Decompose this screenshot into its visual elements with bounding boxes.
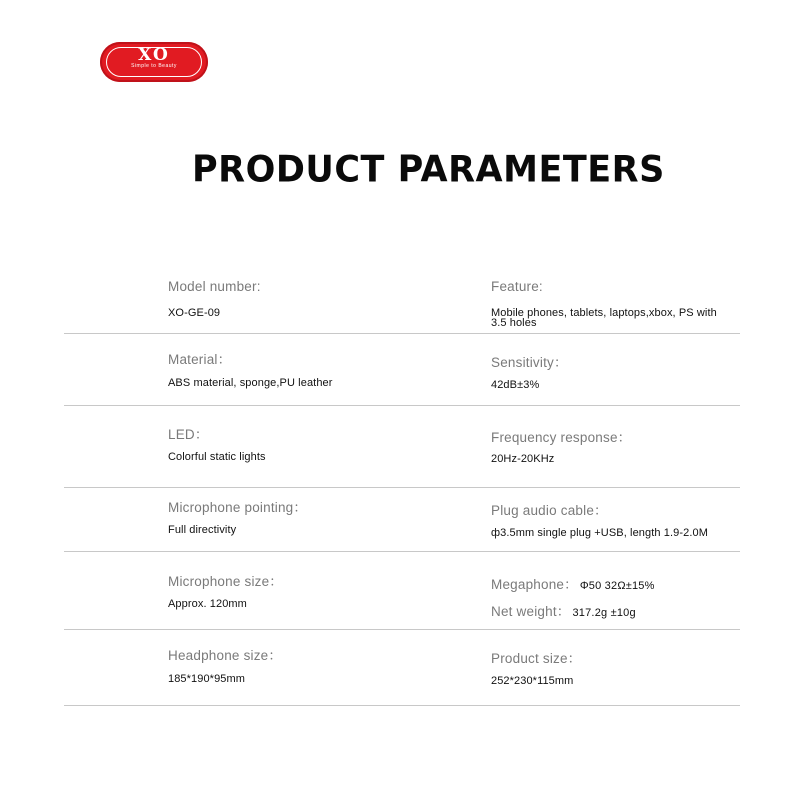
mic-size-label: Microphone size：	[168, 574, 283, 589]
led-value: Colorful static lights	[168, 451, 266, 463]
megaphone-value: Φ50 32Ω±15%	[579, 580, 655, 592]
logo-mark: XO	[138, 45, 170, 65]
xo-logo	[100, 42, 208, 82]
model-number-label: Model number:	[168, 279, 261, 294]
mic-pointing-label: Microphone pointing：	[168, 500, 308, 515]
net-weight-label-text: Net weight：	[491, 604, 571, 619]
model-number-value: XO-GE-09	[168, 307, 221, 319]
row-divider	[64, 487, 740, 488]
material-value: ABS material, sponge,PU leather	[168, 377, 333, 389]
row-divider	[64, 629, 740, 630]
product-size-value: 252*230*115mm	[491, 675, 574, 687]
headphone-size-label: Headphone size：	[168, 648, 283, 663]
headphone-size-value: 185*190*95mm	[168, 673, 246, 685]
plug-cable-label: Plug audio cable：	[491, 503, 608, 518]
page-title: PRODUCT PARAMETERS	[192, 149, 665, 191]
frequency-label: Frequency response：	[491, 430, 632, 445]
led-label: LED：	[168, 427, 209, 442]
sensitivity-value: 42dB±3%	[491, 379, 540, 391]
megaphone-label	[491, 573, 655, 593]
frequency-value: 20Hz-20KHz	[491, 453, 555, 465]
net-weight-value: 317.2g ±10g	[572, 607, 636, 619]
row-divider	[64, 405, 740, 406]
product-size-label: Product size：	[491, 651, 582, 666]
feature-value: Mobile phones, tablets, laptops,xbox, PS with 3.5 holes	[491, 307, 717, 329]
plug-cable-value: ф3.5mm single plug +USB, length 1.9-2.0M	[491, 527, 708, 539]
sensitivity-label: Sensitivity：	[491, 355, 568, 370]
feature-label: Feature:	[491, 279, 543, 294]
net-weight-label	[491, 600, 636, 620]
row-divider	[64, 333, 740, 334]
material-label: Material：	[168, 352, 232, 367]
mic-pointing-value: Full directivity	[168, 524, 237, 536]
mic-size-value: Approx. 120mm	[168, 598, 247, 610]
row-divider	[64, 705, 740, 706]
row-divider	[64, 551, 740, 552]
logo-tagline: Simple to Beauty	[131, 63, 177, 69]
megaphone-label-text: Megaphone：	[491, 577, 578, 592]
